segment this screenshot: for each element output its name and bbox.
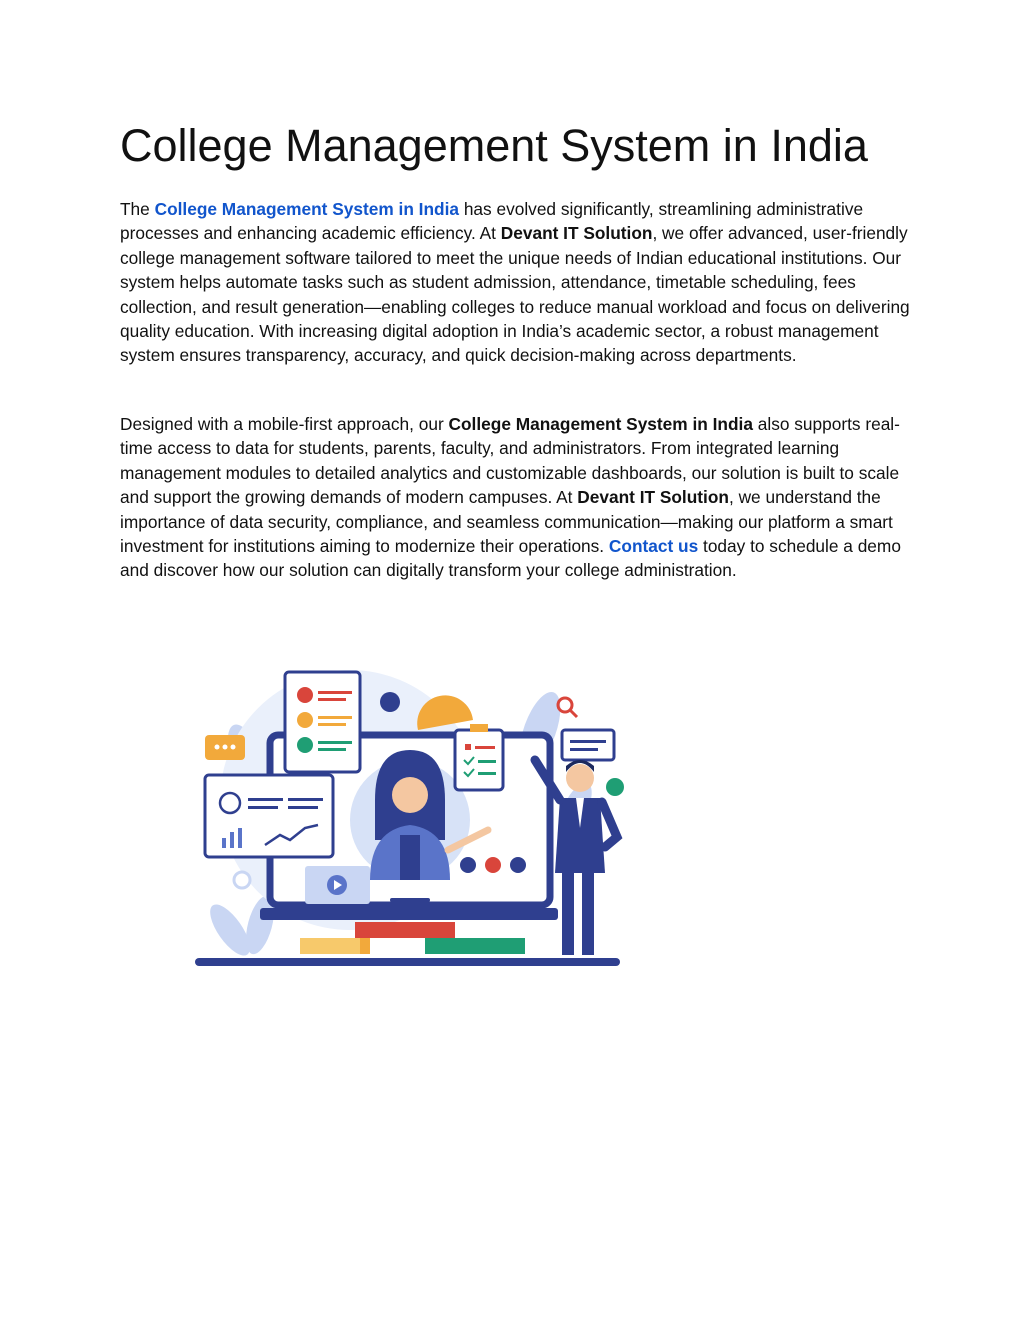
cms-india-link[interactable]: College Management System in India: [154, 199, 460, 219]
para1-text-2: has evolved significantly, streamlining administrative processes and enhancing academic efficiency. At: [120, 199, 864, 244]
analytics-card: [205, 775, 333, 857]
cms-india-bold: College Management System in India: [448, 414, 753, 434]
para2-text-2: also supports real-time access to data for students, parents, faculty, and administrators. From integrated learning management modules to detailed analytics and customizable dashboards, our solution is built to scale and support the growing demands of modern campuses. At: [120, 414, 900, 508]
search-icon: [558, 698, 577, 717]
video-player-icon: [305, 866, 370, 904]
profile-list-card: [285, 672, 360, 772]
para2-text-3: , we understand the importance of data security, compliance, and seamless communication—making our platform a smart investment for institutions aiming to modernize their operations.: [120, 487, 893, 557]
company-name-bold: Devant IT Solution: [500, 223, 653, 244]
features-paragraph: [120, 412, 910, 583]
para1-text-3: , we offer advanced, user-friendly college management software tailored to meet the unique needs of Indian educational institutions. Our system helps automate tasks such as student admission, attendance, timetable scheduling, fees collection, and result generation—enabling colleges to reduce manual workload and focus on delivering quality education. With increasing digital adoption in India’s academic sector, a robust management system ensures transparency, accuracy, and quick decision-making across departments.: [120, 223, 910, 366]
mic-icon: [510, 857, 526, 873]
globe-icon: [606, 778, 624, 796]
video-icon: [485, 857, 501, 873]
message-card-icon: [562, 730, 614, 760]
floor-line: [195, 958, 620, 966]
intro-paragraph: [120, 197, 910, 368]
chat-bubble-icon: [205, 735, 245, 760]
page-title: College Management System in India: [120, 120, 868, 171]
call-controls: [460, 857, 526, 873]
company-name-bold-2: Devant IT Solution: [577, 487, 729, 508]
gear-icon: [380, 692, 400, 712]
phone-icon: [460, 857, 476, 873]
para2-text-4: today to schedule a demo and discover how our solution can digitally transform your college administration.: [120, 536, 901, 581]
clock-icon: [234, 872, 250, 888]
clipboard-checklist-icon: [455, 724, 503, 790]
para1-text-1: The: [120, 199, 155, 219]
para2-text-1: Designed with a mobile-first approach, our: [120, 414, 449, 434]
online-education-illustration: [190, 660, 640, 980]
contact-us-link[interactable]: Contact us: [608, 536, 699, 557]
